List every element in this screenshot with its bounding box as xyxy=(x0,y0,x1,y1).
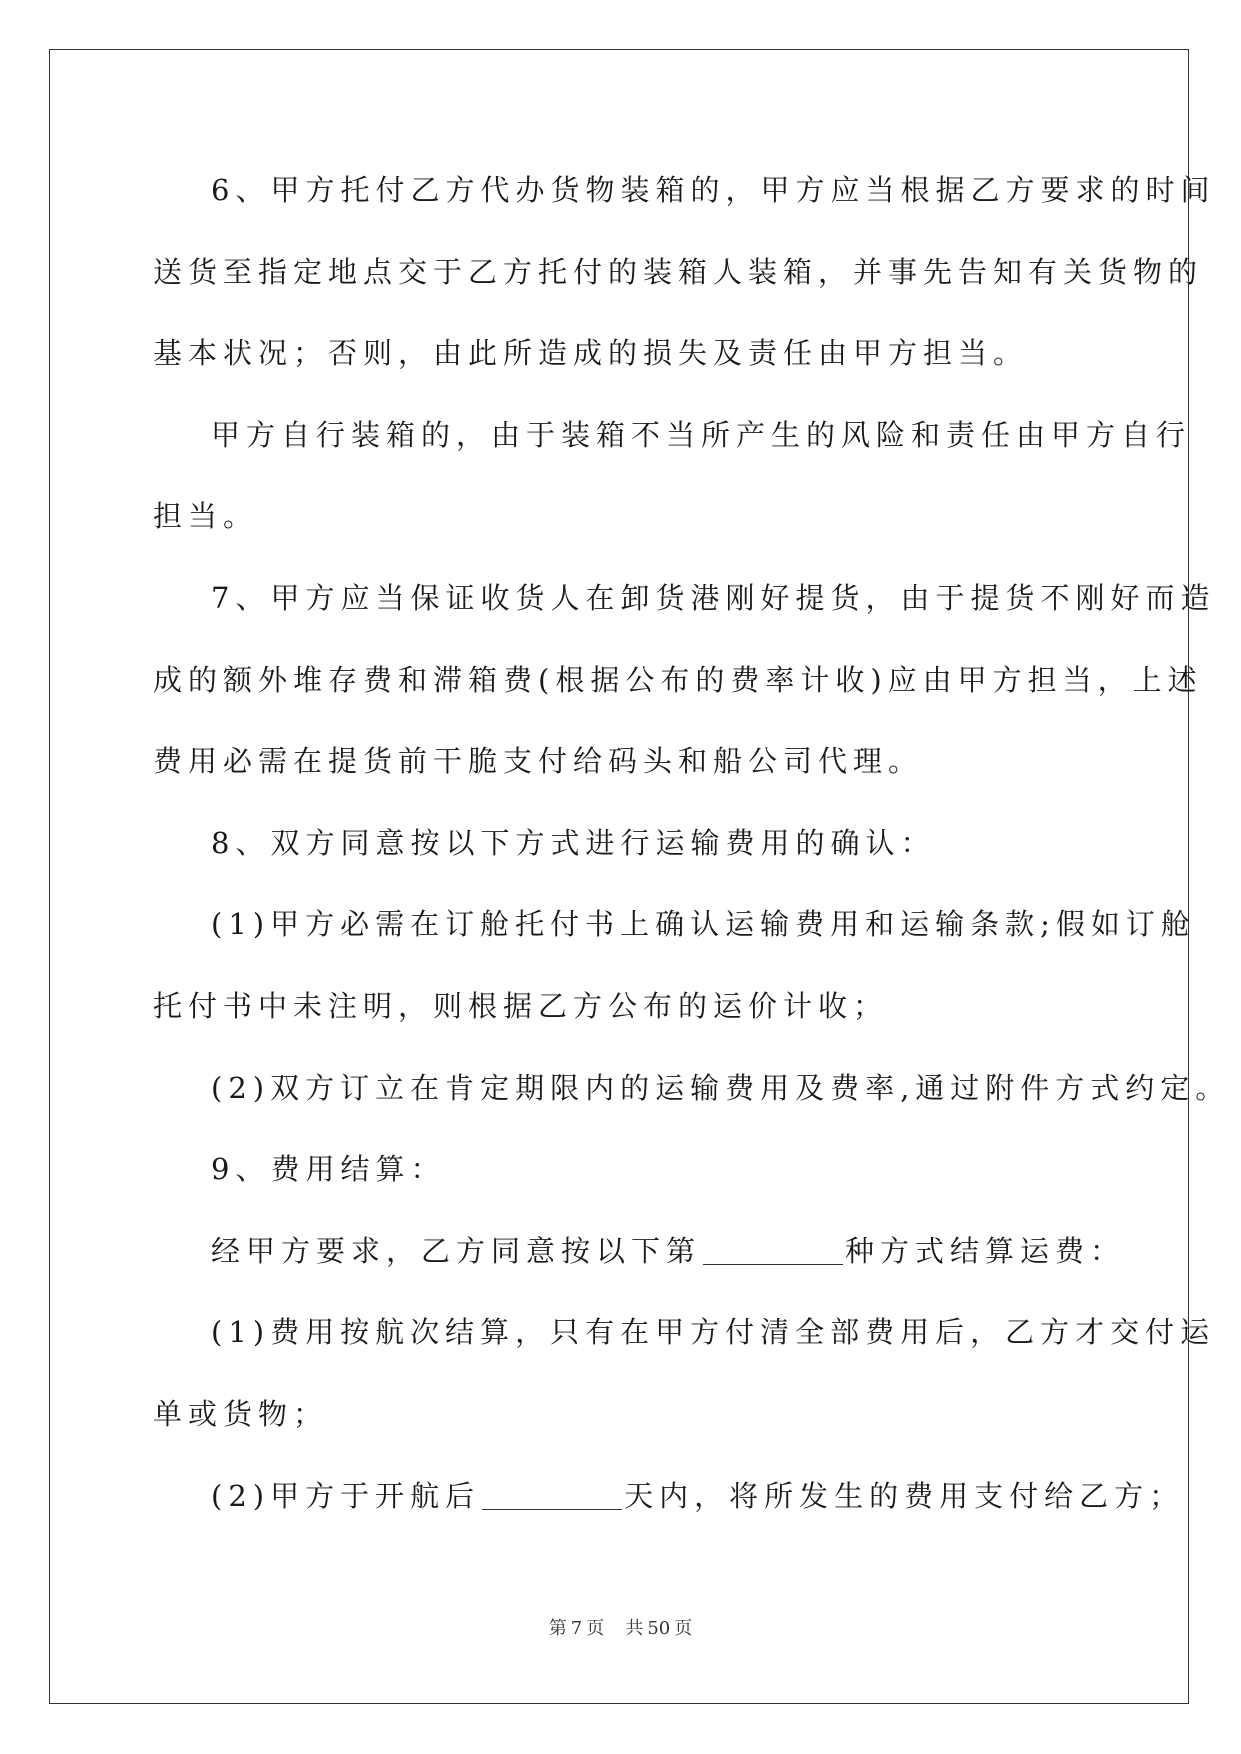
page-prefix: 第 xyxy=(548,1618,567,1639)
payment-days-blank xyxy=(482,1479,622,1510)
paragraph-9-2-text-before: (2)甲方于开航后 xyxy=(211,1478,481,1513)
paragraph-8-1-line-2: 托付书中未注明，则根据乙方公布的运价计收； xyxy=(153,988,889,1023)
paragraph-6-line-3: 基本状况；否则，由此所造成的损失及责任由甲方担当。 xyxy=(153,336,1029,371)
document-body xyxy=(153,160,1231,1547)
paragraph-9a-line xyxy=(153,1221,1126,1303)
paragraph-8-1-line-1: (1)甲方必需在订舱托付书上确认运输费用和运输条款;假如订舱 xyxy=(211,907,1196,942)
paragraph-7-line-1: 7、甲方应当保证收货人在卸货港刚好提货，由于提货不刚好而造 xyxy=(211,580,1216,615)
page-mid: 页 xyxy=(586,1618,605,1639)
paragraph-9-line-1: 9、费用结算： xyxy=(211,1152,446,1187)
page-current: 7 xyxy=(570,1618,583,1639)
paragraph-9-1-line-2: 单或货物； xyxy=(153,1396,329,1431)
total-prefix: 共 xyxy=(625,1618,644,1639)
page-total: 50 xyxy=(647,1618,671,1639)
paragraph-6b-line-1: 甲方自行装箱的，由于装箱不当所产生的风险和责任由甲方自行 xyxy=(211,417,1192,452)
paragraph-9a-text-after: 种方式结算运费： xyxy=(845,1233,1126,1268)
paragraph-6b-line-2: 担当。 xyxy=(153,499,259,534)
paragraph-9-2-line xyxy=(153,1466,1185,1548)
paragraph-6-line-2: 送货至指定地点交于乙方托付的装箱人装箱，并事先告知有关货物的 xyxy=(153,254,1204,289)
paragraph-7-line-2: 成的额外堆存费和滞箱费(根据公布的费率计收)应由甲方担当，上述 xyxy=(153,662,1203,697)
paragraph-8-2-line-1: (2)双方订立在肯定期限内的运输费用及费率,通过附件方式约定。 xyxy=(211,1070,1231,1105)
paragraph-9a-text-before: 经甲方要求，乙方同意按以下第 xyxy=(211,1233,702,1268)
paragraph-9-2-text-after: 天内，将所发生的费用支付给乙方； xyxy=(624,1478,1185,1513)
paragraph-9-1-line-1: (1)费用按航次结算，只有在甲方付清全部费用后，乙方才交付运 xyxy=(211,1315,1216,1350)
settlement-method-blank xyxy=(703,1234,843,1265)
paragraph-6-line-1: 6、甲方托付乙方代办货物装箱的，甲方应当根据乙方要求的时间 xyxy=(211,173,1216,207)
total-suffix: 页 xyxy=(674,1618,693,1639)
page-footer xyxy=(0,1614,1241,1640)
paragraph-7-line-3: 费用必需在提货前干脆支付给码头和船公司代理。 xyxy=(153,744,924,779)
paragraph-8-line-1: 8、双方同意按以下方式进行运输费用的确认： xyxy=(211,825,936,860)
